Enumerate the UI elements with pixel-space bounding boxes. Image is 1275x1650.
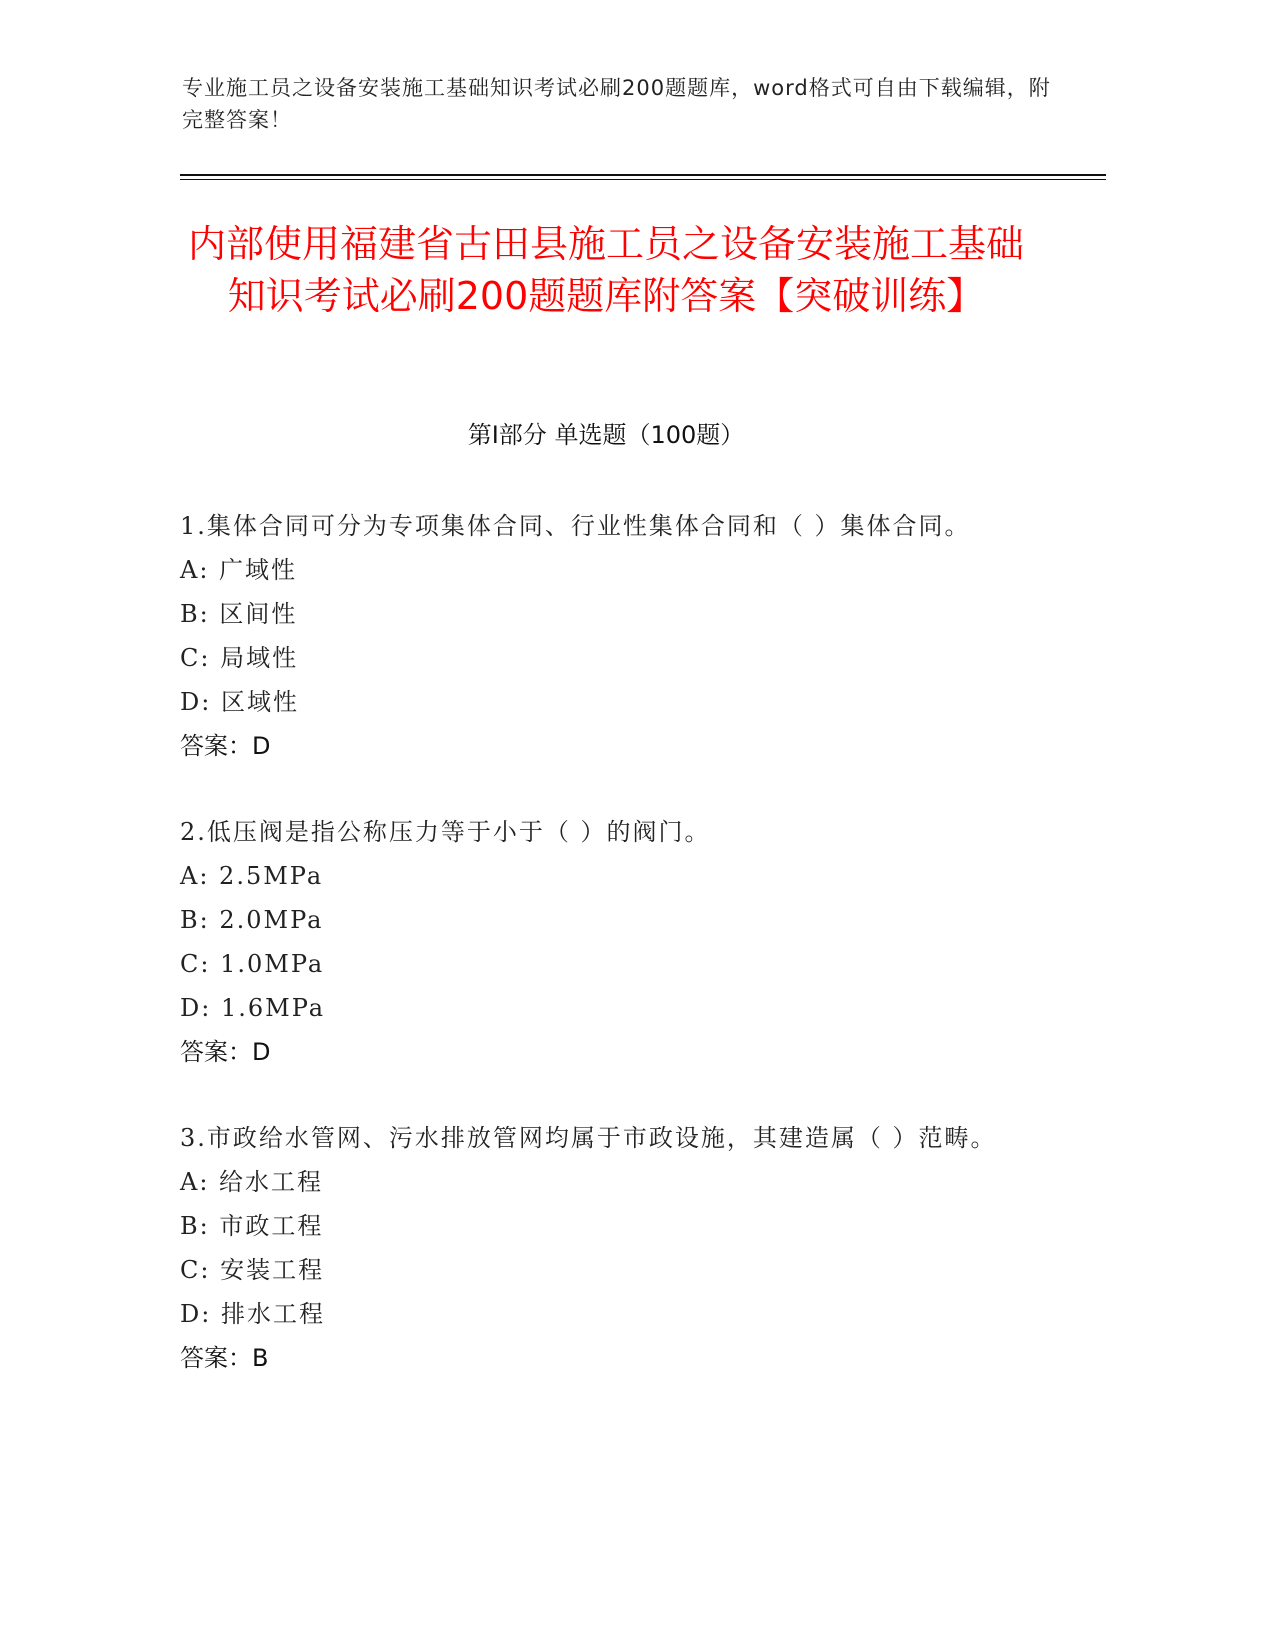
option-b: B: 2.0MPa [180, 906, 324, 934]
option-a: A: 2.5MPa [180, 862, 324, 890]
section-title: 第Ⅰ部分 单选题（100题） [467, 421, 745, 449]
option-d: D: 排水工程 [180, 1300, 325, 1328]
option-a: A: 给水工程 [180, 1168, 324, 1196]
option-b: B: 市政工程 [180, 1212, 324, 1240]
answer: 答案：B [180, 1344, 269, 1372]
option-a: A: 广域性 [180, 556, 298, 584]
answer: 答案：D [180, 1038, 271, 1066]
question-stem: 1.集体合同可分为专项集体合同、行业性集体合同和（ ）集体合同。 [180, 512, 971, 540]
option-c: C: 安装工程 [180, 1256, 325, 1284]
option-c: C: 局域性 [180, 644, 299, 672]
header-divider-thick [180, 174, 1106, 176]
option-b: B: 区间性 [180, 600, 298, 628]
question-stem: 3.市政给水管网、污水排放管网均属于市政设施，其建造属（ ）范畴。 [180, 1124, 997, 1152]
option-d: D: 1.6MPa [180, 994, 326, 1022]
question-list [180, 504, 1040, 1422]
question-2 [180, 810, 1040, 1074]
question-3 [180, 1116, 1040, 1380]
option-c: C: 1.0MPa [180, 950, 325, 978]
header-divider-thin [180, 179, 1106, 180]
question-1 [180, 504, 1040, 768]
document-title: 内部使用福建省古田县施工员之设备安装施工基础知识考试必刷200题题库附答案【突破训练】 [187, 222, 1024, 318]
option-d: D: 区域性 [180, 688, 299, 716]
header-note: 专业施工员之设备安装施工基础知识考试必刷200题题库，word格式可自由下载编辑，附完整答案！ [182, 76, 1051, 132]
question-stem: 2.低压阀是指公称压力等于小于（ ）的阀门。 [180, 818, 711, 846]
answer: 答案：D [180, 732, 271, 760]
